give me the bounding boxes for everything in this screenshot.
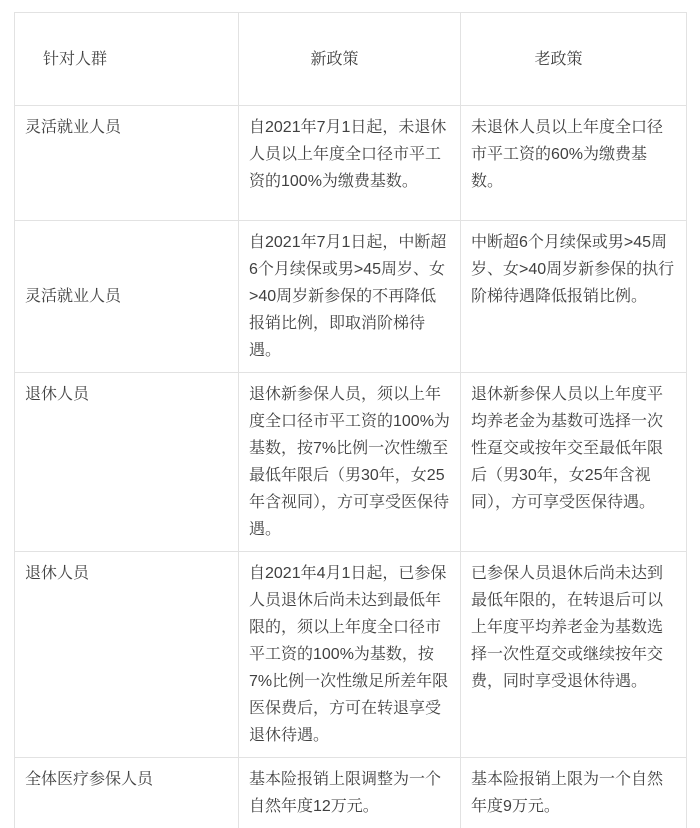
- old-policy-cell: 退休新参保人员以上年度平均养老金为基数可选择一次性趸交或按年交至最低年限后（男30年，女25年含视同），方可享受医保待遇。: [461, 373, 687, 552]
- group-cell: 退休人员: [15, 552, 239, 758]
- group-cell: 灵活就业人员: [15, 106, 239, 221]
- new-policy-cell: 退休新参保人员，须以上年度全口径市平工资的100%为基数，按7%比例一次性缴至最低年限后（男30年，女25年含视同），方可享受医保待遇。: [239, 373, 461, 552]
- group-cell: 退休人员: [15, 373, 239, 552]
- old-policy-cell: 已参保人员退休后尚未达到最低年限的，在转退后可以上年度平均养老金为基数选择一次性趸交或继续按年交费，同时享受退休待遇。: [461, 552, 687, 758]
- table-row: [15, 221, 687, 373]
- table-row: [15, 552, 687, 758]
- table-body: [15, 106, 687, 828]
- header-new-policy: 新政策: [239, 13, 461, 106]
- policy-comparison-table: [14, 12, 687, 828]
- header-old-policy: 老政策: [461, 13, 687, 106]
- group-cell: 灵活就业人员: [15, 221, 239, 373]
- old-policy-cell: 未退休人员以上年度全口径市平工资的60%为缴费基数。: [461, 106, 687, 221]
- new-policy-cell: 自2021年7月1日起，未退休人员以上年度全口径市平工资的100%为缴费基数。: [239, 106, 461, 221]
- table-row: [15, 373, 687, 552]
- old-policy-cell: 中断超6个月续保或男>45周岁、女>40周岁新参保的执行阶梯待遇降低报销比例。: [461, 221, 687, 373]
- new-policy-cell: 基本险报销上限调整为一个自然年度12万元。: [239, 758, 461, 828]
- header-row: [15, 13, 687, 106]
- group-cell: 全体医疗参保人员: [15, 758, 239, 828]
- table-header: [15, 13, 687, 106]
- old-policy-cell: 基本险报销上限为一个自然年度9万元。: [461, 758, 687, 828]
- new-policy-cell: 自2021年4月1日起，已参保人员退休后尚未达到最低年限的，须以上年度全口径市平工资的100%为基数，按7%比例一次性缴足所差年限医保费后，方可在转退享受退休待遇。: [239, 552, 461, 758]
- header-group: 针对人群: [15, 13, 239, 106]
- table-row: [15, 106, 687, 221]
- new-policy-cell: 自2021年7月1日起，中断超6个月续保或男>45周岁、女>40周岁新参保的不再降低报销比例，即取消阶梯待遇。: [239, 221, 461, 373]
- table-row: [15, 758, 687, 828]
